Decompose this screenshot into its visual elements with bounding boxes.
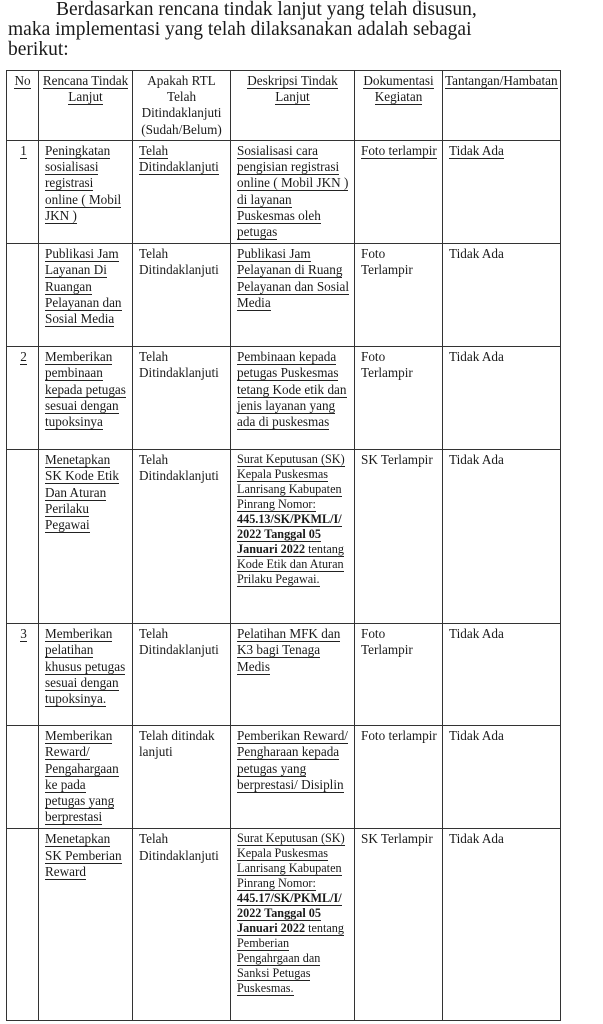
cell-apakah: Telah Ditindaklanjuti	[133, 244, 231, 347]
header-dokumentasi: Dokumentasi Kegiatan	[355, 71, 443, 141]
cell-rencana: Memberikan pelatihan khusus petugas sesuai dengan tupoksinya.	[39, 624, 133, 726]
header-rencana: Rencana Tindak Lanjut	[39, 71, 133, 141]
cell-rencana: Menetapkan SK Pemberian Reward	[39, 829, 133, 1021]
header-deskripsi: Deskripsi Tindak Lanjut	[231, 71, 355, 141]
table-row	[7, 347, 561, 450]
cell-deskripsi	[231, 450, 355, 624]
cell-deskripsi: Pemberikan Reward/ Pengharaan kepada petugas yang berprestasi/ Disiplin	[231, 726, 355, 829]
intro-paragraph	[8, 0, 588, 60]
cell-no: 2	[7, 347, 39, 450]
cell-dokumentasi: SK Terlampir	[355, 450, 443, 624]
cell-apakah: Telah Ditindaklanjuti	[133, 829, 231, 1021]
sk-number: 445.13/SK/PKML/I/ 2022 Tanggal 05 Januari 2022	[237, 512, 342, 557]
sk-number: 445.17/SK/PKML/I/ 2022 Tanggal 05 Januari 2022	[237, 891, 342, 936]
cell-dokumentasi: Foto terlampir	[355, 141, 443, 244]
cell-tantangan: Tidak Ada	[443, 450, 561, 624]
cell-apakah: Telah Ditindaklanjuti	[133, 347, 231, 450]
cell-rencana: Memberikan pembinaan kepada petugas sesuai dengan tupoksinya	[39, 347, 133, 450]
cell-apakah: Telah Ditindaklanjuti	[133, 450, 231, 624]
cell-rencana: Memberikan Reward/ Pengahargaan ke pada petugas yang berprestasi	[39, 726, 133, 829]
intro-line-3: berikut:	[8, 39, 69, 60]
cell-tantangan: Tidak Ada	[443, 347, 561, 450]
table-row	[7, 450, 561, 624]
cell-tantangan: Tidak Ada	[443, 624, 561, 726]
header-no: No	[7, 71, 39, 141]
cell-apakah: Telah Ditindaklanjuti	[133, 141, 231, 244]
intro-line-2: maka implementasi yang telah dilaksanakan adalah sebagai	[8, 19, 472, 40]
implementation-table	[6, 70, 561, 1021]
cell-deskripsi	[231, 829, 355, 1021]
table-row	[7, 624, 561, 726]
cell-no	[7, 829, 39, 1021]
sk-title: Surat Keputusan (SK) Kepala Puskesmas Lanrisang Kabupaten Pinrang Nomor:	[237, 831, 345, 891]
table-row	[7, 244, 561, 347]
table-row	[7, 829, 561, 1021]
cell-no	[7, 244, 39, 347]
cell-tantangan: Tidak Ada	[443, 244, 561, 347]
table-header-row	[7, 71, 561, 141]
header-tantangan: Tantangan/Hambatan	[443, 71, 561, 141]
cell-tantangan: Tidak Ada	[443, 829, 561, 1021]
cell-rencana: Peningkatan sosialisasi registrasi online ( Mobil JKN )	[39, 141, 133, 244]
cell-deskripsi: Sosialisasi cara pengisian registrasi online ( Mobil JKN ) di layanan Puskesmas oleh petugas	[231, 141, 355, 244]
cell-no	[7, 450, 39, 624]
header-apakah: Apakah RTL Telah Ditindaklanjuti (Sudah/Belum)	[133, 71, 231, 141]
cell-no: 3	[7, 624, 39, 726]
cell-tantangan: Tidak Ada	[443, 141, 561, 244]
cell-dokumentasi: Foto Terlampir	[355, 624, 443, 726]
cell-deskripsi: Pembinaan kepada petugas Puskesmas tetang Kode etik dan jenis layanan yang ada di puskesmas	[231, 347, 355, 450]
sk-subject: tentang Kode Etik dan Aturan Prilaku Pegawai.	[237, 542, 344, 587]
cell-rencana: Publikasi Jam Layanan Di Ruangan Pelayanan dan Sosial Media	[39, 244, 133, 347]
cell-dokumentasi: Foto Terlampir	[355, 244, 443, 347]
cell-dokumentasi: Foto Terlampir	[355, 347, 443, 450]
cell-rencana: Menetapkan SK Kode Etik Dan Aturan Perilaku Pegawai	[39, 450, 133, 624]
cell-apakah: Telah ditindak lanjuti	[133, 726, 231, 829]
cell-no	[7, 726, 39, 829]
intro-line-1: Berdasarkan rencana tindak lanjut yang telah disusun,	[56, 0, 477, 20]
cell-tantangan: Tidak Ada	[443, 726, 561, 829]
cell-deskripsi: Publikasi Jam Pelayanan di Ruang Pelayanan dan Sosial Media	[231, 244, 355, 347]
table-row	[7, 141, 561, 244]
cell-apakah: Telah Ditindaklanjuti	[133, 624, 231, 726]
sk-subject: tentang Pemberian Pengahrgaan dan Sanksi Petugas Puskesmas.	[237, 921, 344, 996]
cell-dokumentasi: SK Terlampir	[355, 829, 443, 1021]
cell-deskripsi: Pelatihan MFK dan K3 bagi Tenaga Medis	[231, 624, 355, 726]
table-row	[7, 726, 561, 829]
cell-dokumentasi: Foto terlampir	[355, 726, 443, 829]
cell-no: 1	[7, 141, 39, 244]
sk-title: Surat Keputusan (SK) Kepala Puskesmas Lanrisang Kabupaten Pinrang Nomor:	[237, 452, 345, 512]
